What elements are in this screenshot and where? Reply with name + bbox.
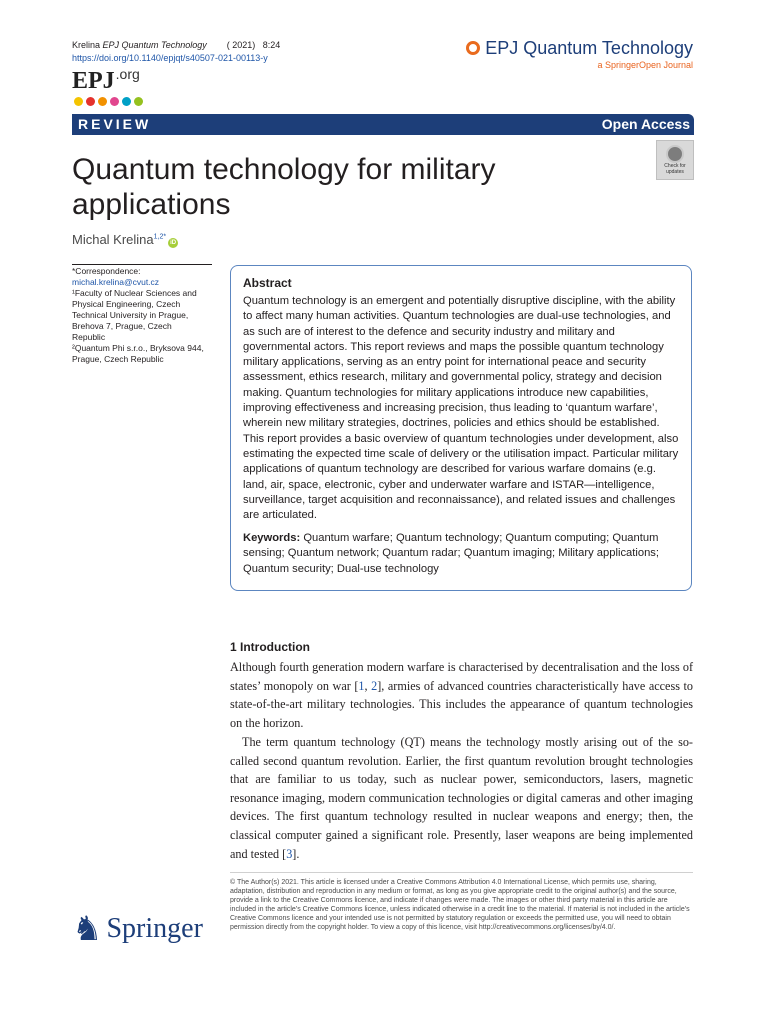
logo-dot <box>122 97 131 106</box>
journal-subtitle: a SpringerOpen Journal <box>597 60 693 70</box>
logo-dot <box>98 97 107 106</box>
intro-p1-sep: , <box>364 678 372 693</box>
abstract-heading: Abstract <box>243 276 292 290</box>
citation-author: Krelina <box>72 40 101 50</box>
logo-dot <box>74 97 83 106</box>
keywords-list: Quantum warfare; Quantum technology; Quantum computing; Quantum sensing; Quantum network; Quantum radar; Quantum imaging; Military applications; Quantum security; Dual-use technology <box>243 532 659 575</box>
sidebar-divider <box>72 264 212 265</box>
crossmark-icon <box>666 145 684 163</box>
license-notice: © The Author(s) 2021. This article is licensed under a Creative Commons Attribution 4.0 International License, which permits use, sharing, adaptation, distribution and reproduction in any medium or format, as long as you give appropriate credit to the original author(s) and the source, provide a link to the Creative Commons licence, and indicate if changes were made. The images or other third party material in this article are included in the article’s Creative Commons licence, unless indicated otherwise in a credit line to the material. If material is not included in the article’s Creative Commons licence and your intended use is not permitted by statutory regulation or exceeds the permitted use, you will need to obtain permission directly from the copyright holder. To view a copy of this licence, visit http://creativecommons.org/licenses/by/4.0/. <box>230 879 690 931</box>
springer-wordmark: Springer <box>106 913 203 944</box>
check-for-updates-button[interactable] <box>656 140 694 180</box>
open-access-label: Open Access <box>601 116 690 132</box>
citation-year-page: ( 2021) 8:24 <box>206 40 281 50</box>
logo-dot <box>134 97 143 106</box>
citation-ref-1[interactable]: 1 <box>358 678 365 693</box>
springer-horse-icon: ♞ <box>72 909 103 949</box>
intro-p2-text-b: ]. <box>292 846 300 861</box>
springeropen-icon <box>466 41 480 55</box>
citation-line <box>72 40 280 50</box>
intro-p1-text-b: ], armies of advanced countries characteristically have access to state-of-the-art military technologies. This includes the appearance of quantum technologies on the horizon. <box>230 678 693 730</box>
affiliation-1: ¹Faculty of Nuclear Sciences and Physical Engineering, Czech Technical University in Prague, Brehova 7, Prague, Czech Republic <box>72 288 197 342</box>
orcid-icon[interactable]: iD <box>170 240 177 246</box>
epj-logo-text: EPJ <box>72 68 115 94</box>
citation-journal: EPJ Quantum Technology <box>102 40 207 50</box>
journal-name: EPJ Quantum Technology <box>485 38 693 58</box>
author-name[interactable]: Michal Krelina <box>72 232 154 247</box>
author-line <box>72 232 178 248</box>
section-heading-introduction: 1 Introduction <box>230 640 310 654</box>
epj-logo-sup: .org <box>115 66 140 82</box>
logo-dot <box>110 97 119 106</box>
correspondence-sidebar <box>72 266 222 365</box>
footer-divider <box>230 872 693 873</box>
article-type-label: REVIEW <box>78 116 152 132</box>
author-affiliation-sup: 1,2* <box>153 233 167 241</box>
logo-dot <box>86 97 95 106</box>
intro-paragraph-2 <box>230 733 693 863</box>
crossmark-label-2: updates <box>666 169 684 175</box>
epj-logo[interactable] <box>72 66 140 95</box>
affiliation-2: ²Quantum Phi s.r.o., Bryksova 944, Prague, Czech Republic <box>72 343 204 364</box>
intro-p1-text-a: Although fourth generation modern warfare is characterised by decentralisation and the loss of states’ monopoly on war [ <box>230 660 693 693</box>
springer-logo[interactable] <box>72 909 203 949</box>
correspondence-email[interactable]: michal.krelina@cvut.cz <box>72 277 160 287</box>
keywords-label: Keywords: <box>243 532 301 544</box>
article-title: Quantum technology for military applications <box>72 153 496 221</box>
article-type-banner <box>72 114 694 135</box>
correspondence-label: *Correspondence: <box>72 266 141 276</box>
intro-p2-text-a: The term quantum technology (QT) means the technology mostly arising out of the so-called second quantum revolution. Earlier, the first quantum revolution brought technologies that are familiar to us today, such as nuclear power, semiconductors, lasers, magnetic resonance imaging, modern communication technologies or digital cameras and other imaging devices. The first quantum technology resulted in nuclear weapons and energy; then, the classical computer gained a significant role. Presently, laser weapons are being implemented and tested [ <box>230 735 693 861</box>
keywords <box>243 531 683 577</box>
abstract-text: Quantum technology is an emergent and potentially disruptive discipline, with the ability to affect many human activities. Quantum technologies are dual-use technologies, and as such are of interest to the defence and security industry and military and governmental actors. This report reviews and maps the possible quantum technology military applications, serving as an entry point for international peace and security assessment, ethics research, military and governmental policy, strategy and decision making. Quantum technologies for military applications introduce new capabilities, improving effectiveness and increasing precision, thus leading to ‘quantum warfare’, wherein new military strategies, doctrines, policies and ethics should be established. This report provides a basic overview of quantum technologies under development, also estimating the expected time scale of delivery or the utilisation impact. Particular military applications of quantum technology are described for various warfare domains (e.g. land, air, space, electronic, cyber and underwater warfare and ISTAR—intelligence, surveillance, target acquisition and reconnaissance), and related issues and challenges are articulated. <box>243 295 679 522</box>
citation-ref-3[interactable]: 3 <box>286 846 293 861</box>
journal-brand[interactable] <box>466 38 693 70</box>
doi-link[interactable]: https://doi.org/10.1140/epjqt/s40507-021-00113-y <box>72 53 268 63</box>
citation-ref-2[interactable]: 2 <box>371 678 378 693</box>
epj-color-dots <box>74 97 143 106</box>
crossmark-label-1: Check for <box>664 163 686 169</box>
intro-paragraph-1 <box>230 658 693 732</box>
